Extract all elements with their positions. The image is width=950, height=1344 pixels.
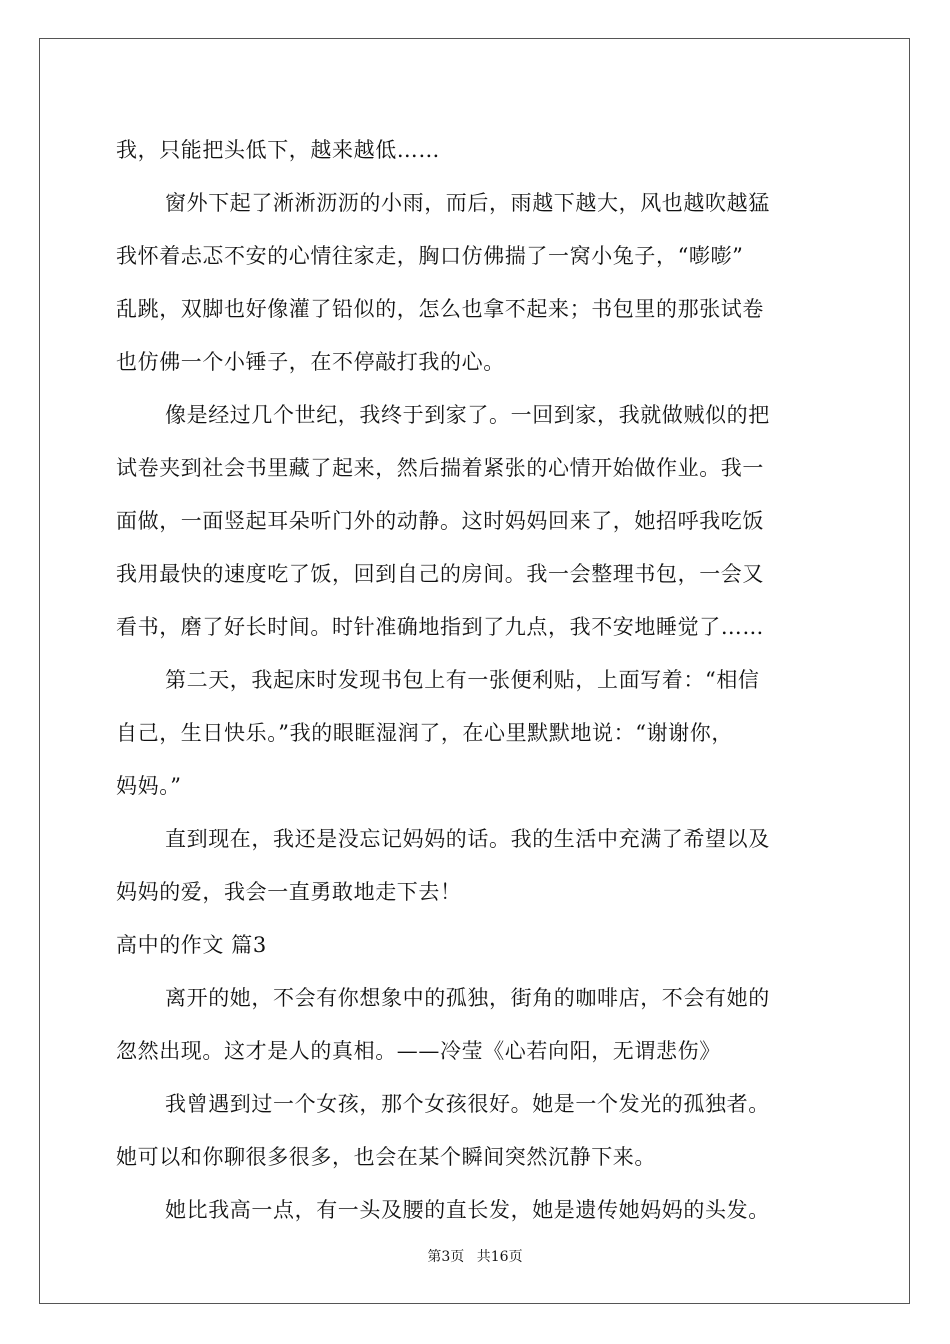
text-line: 妈妈的爱，我会一直勇敢地走下去！	[116, 880, 462, 904]
paragraph-line: 她比我高一点，有一头及腰的直长发，她是遗传她妈妈的头发。	[165, 1198, 770, 1222]
page-total: 共16页	[476, 1249, 523, 1265]
text-line: 看书，磨了好长时间。时针准确地指到了九点，我不安地睡觉了……	[116, 615, 764, 639]
section-heading: 高中的作文 篇3	[116, 933, 267, 957]
paragraph-line: 离开的她，不会有你想象中的孤独，街角的咖啡店，不会有她的	[165, 986, 770, 1010]
text-line: 试卷夹到社会书里藏了起来，然后揣着紧张的心情开始做作业。我一	[116, 456, 764, 480]
page-number: 第3页	[427, 1249, 465, 1265]
paragraph-line: 第二天，我起床时发现书包上有一张便利贴，上面写着：“相信	[165, 668, 760, 692]
text-line: 乱跳，双脚也好像灌了铅似的，怎么也拿不起来；书包里的那张试卷	[116, 297, 764, 321]
text-line: 自己，生日快乐。”我的眼眶湿润了，在心里默默地说：“谢谢你，	[116, 721, 733, 745]
paragraph-line: 我曾遇到过一个女孩，那个女孩很好。她是一个发光的孤独者。	[165, 1092, 770, 1116]
text-line: 我怀着忐忑不安的心情往家走，胸口仿佛揣了一窝小兔子，“嘭嘭”	[116, 244, 744, 268]
text-line: 面做，一面竖起耳朵听门外的动静。这时妈妈回来了，她招呼我吃饭	[116, 509, 764, 533]
document-body	[116, 124, 836, 1237]
paragraph-line: 直到现在，我还是没忘记妈妈的话。我的生活中充满了希望以及	[165, 827, 770, 851]
text-line: 忽然出现。这才是人的真相。——冷莹《心若向阳，无谓悲伤》	[116, 1039, 721, 1063]
text-line: 我用最快的速度吃了饭，回到自己的房间。我一会整理书包，一会又	[116, 562, 764, 586]
paragraph-line: 窗外下起了淅淅沥沥的小雨，而后，雨越下越大，风也越吹越猛	[165, 191, 770, 215]
page-footer	[0, 1246, 950, 1266]
text-line: 她可以和你聊很多很多，也会在某个瞬间突然沉静下来。	[116, 1145, 656, 1169]
paragraph-line: 像是经过几个世纪，我终于到家了。一回到家，我就做贼似的把	[165, 403, 770, 427]
text-line: 妈妈。”	[116, 774, 182, 798]
text-line: 也仿佛一个小锤子，在不停敲打我的心。	[116, 350, 505, 374]
text-line: 我，只能把头低下，越来越低……	[116, 138, 440, 162]
